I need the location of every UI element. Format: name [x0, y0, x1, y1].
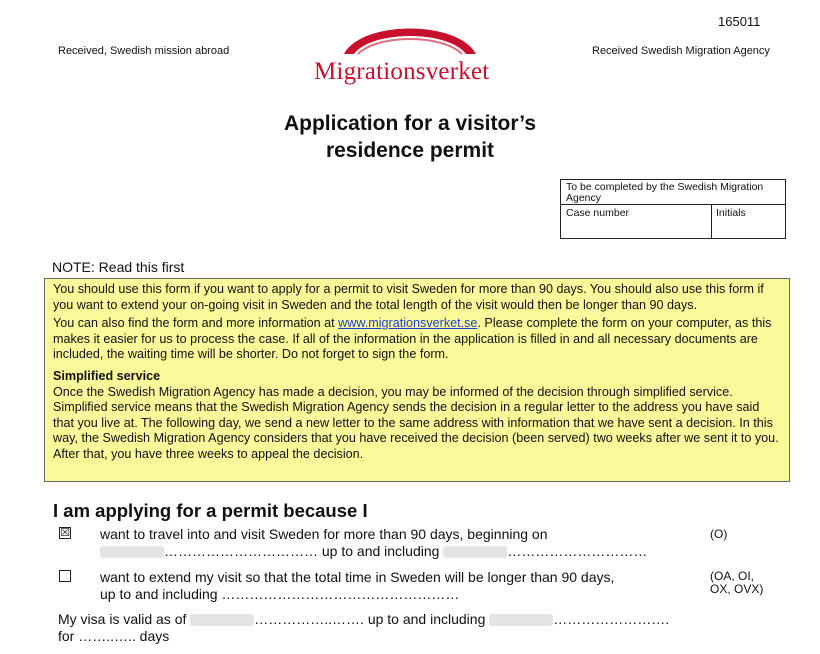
agency-logo [310, 10, 510, 90]
option-extend-checkbox[interactable] [59, 570, 71, 582]
title-line-2: residence permit [325, 139, 495, 162]
end-date-field[interactable] [443, 546, 507, 558]
office-use-heading: To be completed by the Swedish Migration Agency [566, 182, 764, 204]
note-heading: NOTE: Read this first [52, 259, 185, 275]
option-extend-text [100, 569, 614, 603]
visa-validity [58, 611, 669, 645]
form-number: 165011 [718, 14, 761, 29]
visa-for-prefix: for [58, 628, 79, 644]
visa-line-2 [58, 628, 669, 645]
option-visit-code: (O) [710, 527, 728, 541]
received-agency-label: Received Swedish Migration Agency [592, 45, 770, 57]
option-visit-checkbox[interactable]: ☒ [60, 527, 70, 539]
visa-end-dots: ……………………. [553, 611, 670, 627]
logo-arch-icon [340, 10, 480, 56]
title-line-1: Application for a visitor’s [283, 112, 537, 135]
office-use-box [560, 179, 786, 239]
note-p2-after: . Please complete the form on your computer, as this makes it easier for us to process the case. If all of the information in the application is filled in and all necessary documents are included, the waiting time will be shorter. Do not forget to sign the form. [53, 316, 772, 362]
start-date-field[interactable] [100, 546, 164, 558]
option-extend-code [710, 570, 763, 596]
end-date-dots: ………………………… [507, 543, 648, 559]
simplified-service-heading: Simplified service [53, 368, 161, 383]
visa-start-dots: ……………..……. [254, 611, 364, 627]
option-visit-text [100, 526, 647, 560]
option-visit-line-1: want to travel into and visit Sweden for more than 90 days, beginning on [100, 526, 548, 542]
option-extend-code-line-1: (OA, OI, [710, 569, 755, 583]
option-extend-line-1: want to extend my visit so that the total time in Sweden will be longer than 90 days, [100, 569, 615, 585]
office-box-divider [561, 204, 785, 205]
applying-heading: I am applying for a permit because I [53, 500, 368, 521]
note-p2-before: You can also find the form and more information at [53, 316, 339, 331]
visa-start-field[interactable] [190, 614, 254, 626]
visa-end-field[interactable] [489, 614, 553, 626]
option-extend-line-2: up to and including …………………………………………… [100, 586, 460, 602]
option-visit-line-2 [100, 543, 647, 560]
migrationsverket-link[interactable]: www.migrationsverket.se [338, 316, 478, 331]
page-title [220, 110, 600, 164]
visa-prefix: My visa is valid as of [58, 611, 187, 627]
visa-line-1 [58, 611, 669, 628]
visa-days-dots: ……..….. [78, 628, 136, 644]
start-date-dots: …………………………… [164, 543, 318, 559]
note-box [44, 278, 790, 482]
office-box-vertical-divider [711, 204, 712, 238]
option-visit-mid: up to and including [318, 543, 444, 559]
case-number-label: Case number [566, 207, 630, 219]
option-extend-code-line-2: OX, OVX) [710, 582, 764, 596]
note-paragraph-3: Once the Swedish Migration Agency has made a decision, you may be informed of the decision through simplified service. Simplified service means that the Swedish Migration Agency sends the decision in a regular letter to the address you have said that you live at. The following day, we send a new letter to the same address with information that we have sent a decision. In this way, the Swedish Migration Agency considers that you have received the decision (been served) two weeks after we sent it to you. After that, you have three weeks to appeal the decision. [53, 384, 779, 461]
note-paragraph-1: You should use this form if you want to apply for a permit to visit Sweden for more than 90 days. You should also use this form if you want to extend your on-going visit in Sweden and the total length of the visit would then be longer than 90 days. [53, 282, 764, 312]
initials-label: Initials [716, 207, 746, 219]
visa-days-suffix: days [135, 628, 170, 644]
received-mission-label: Received, Swedish mission abroad [58, 45, 230, 57]
visa-mid: up to and including [363, 611, 490, 627]
brand-name: Migrationsverket [314, 58, 490, 85]
note-paragraph-2 [53, 316, 781, 363]
